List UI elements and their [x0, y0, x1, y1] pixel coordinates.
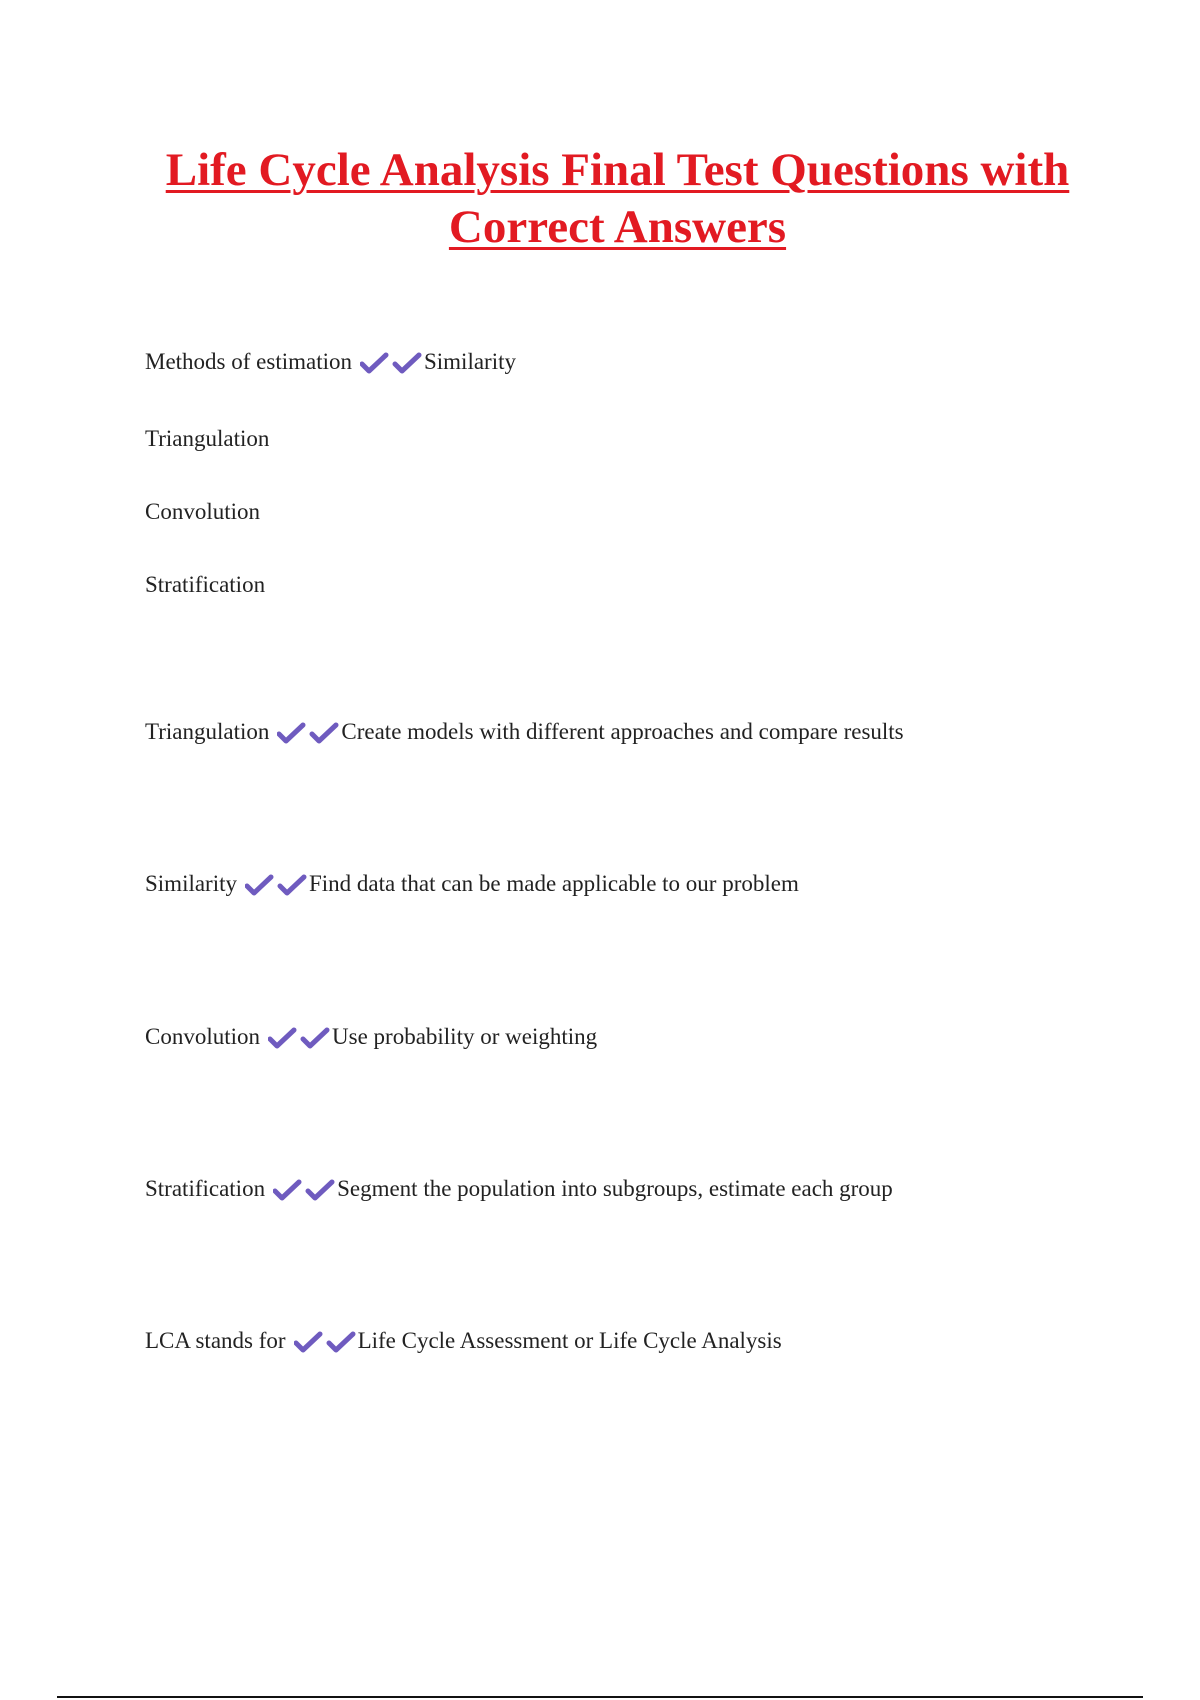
- qa-line: [145, 1022, 597, 1052]
- double-check-icon: [294, 1331, 356, 1353]
- document-title: Life Cycle Analysis Final Test Questions with Correct Answers: [165, 144, 1070, 253]
- answer-text: Life Cycle Assessment or Life Cycle Analysis: [357, 1328, 782, 1353]
- qa-line: [145, 1174, 893, 1204]
- list-item: Stratification: [145, 572, 266, 597]
- list-item: Triangulation: [145, 426, 270, 451]
- question-term: Stratification: [145, 1176, 266, 1201]
- answer-text: Segment the population into subgroups, estimate each group: [337, 1176, 893, 1201]
- double-check-icon: [277, 722, 339, 744]
- question-term: LCA stands for: [145, 1328, 286, 1353]
- answer-text: Similarity: [423, 349, 516, 374]
- qa-line: [145, 869, 799, 899]
- question-term: Similarity: [145, 871, 237, 896]
- double-check-icon: [273, 1179, 335, 1201]
- double-check-icon: [268, 1027, 330, 1049]
- qa-line: [145, 717, 904, 747]
- qa-line: [145, 347, 516, 377]
- list-item: Convolution: [145, 499, 261, 524]
- double-check-icon: [360, 352, 422, 374]
- answer-text: Create models with different approaches and compare results: [341, 719, 904, 744]
- question-term: Triangulation: [145, 719, 270, 744]
- question-term: Methods of estimation: [145, 349, 352, 374]
- question-term: Convolution: [145, 1024, 261, 1049]
- footer-divider: [57, 1696, 1143, 1698]
- qa-line: [145, 1326, 782, 1356]
- double-check-icon: [245, 874, 307, 896]
- answer-text: Find data that can be made applicable to our problem: [309, 871, 799, 896]
- answer-text: Use probability or weighting: [332, 1024, 598, 1049]
